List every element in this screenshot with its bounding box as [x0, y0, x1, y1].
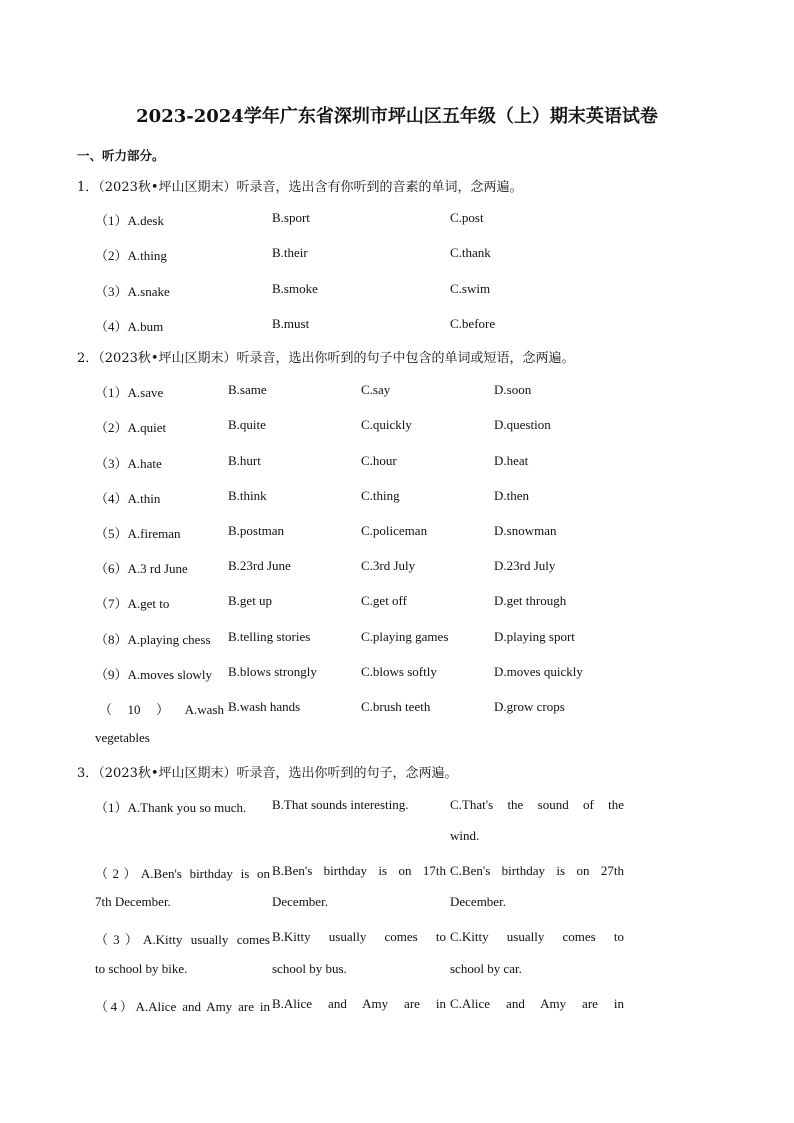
q1-2-b: B.their [272, 245, 308, 260]
q2-1-a: （1）A.save [95, 385, 164, 400]
q2-4-b: B.think [228, 488, 267, 503]
q2-3-a: （3）A.hate [95, 456, 162, 471]
q3-2-c: C.Ben's birthday is on 27th [450, 863, 624, 878]
q2-7-b: B.get up [228, 593, 273, 608]
question-2-stem: 2．（2023秋•坪山区期末）听录音，选出你听到的句子中包含的单词或短语，念两遍。 [77, 351, 575, 366]
q3-3-a-cont: to school by bike. [95, 961, 188, 976]
q3-2-b: B.Ben's birthday is on 17th [272, 863, 446, 878]
q2-5-d: D.snowman [494, 523, 557, 538]
q3-4-a: （4）A.Alice and Amy are in [95, 999, 270, 1014]
q3-2-c-cont: December. [450, 894, 506, 909]
q2-6-b: B.23rd June [228, 558, 291, 573]
q1-1-c: C.post [450, 210, 484, 225]
q2-4-a: （4）A.thin [95, 491, 161, 506]
q2-9-b: B.blows strongly [228, 664, 317, 679]
q2-4-d: D.then [494, 488, 530, 503]
q2-3-d: D.heat [494, 453, 529, 468]
question-3-stem: 3．（2023秋•坪山区期末）听录音，选出你听到的句子，念两遍。 [77, 766, 458, 781]
q1-2-c: C.thank [450, 245, 491, 260]
q1-1-b: B.sport [272, 210, 310, 225]
q2-6-a: （6）A.3 rd June [95, 561, 188, 576]
q1-4-b: B.must [272, 316, 310, 331]
q2-2-b: B.quite [228, 417, 266, 432]
q3-3-b: B.Kitty usually comes to [272, 929, 446, 944]
q2-2-d: D.question [494, 417, 551, 432]
q3-3-c-cont: school by car. [450, 961, 522, 976]
q3-2-a: （2）A.Ben's birthday is on [95, 866, 270, 881]
q1-2-a: （2）A.thing [95, 248, 167, 263]
q3-1-c-cont: wind. [450, 828, 480, 843]
q2-5-b: B.postman [228, 523, 284, 538]
q2-10-d: D.grow crops [494, 699, 565, 714]
q2-9-c: C.blows softly [361, 664, 437, 679]
q2-7-c: C.get off [361, 593, 407, 608]
q2-8-a: （8）A.playing chess [95, 632, 211, 647]
q3-4-c: C.Alice and Amy are in [450, 996, 624, 1011]
q1-3-a: （3）A.snake [95, 284, 170, 299]
q2-10-c: C.brush teeth [361, 699, 431, 714]
q1-4-c: C.before [450, 316, 496, 331]
q2-4-c: C.thing [361, 488, 400, 503]
question-1-stem: 1．（2023秋•坪山区期末）听录音，选出含有你听到的音素的单词，念两遍。 [77, 180, 523, 195]
q2-6-d: D.23rd July [494, 558, 556, 573]
q2-2-a: （2）A.quiet [95, 420, 167, 435]
q2-5-a: （5）A.fireman [95, 526, 181, 541]
q3-1-a: （1）A.Thank you so much. [95, 800, 247, 815]
q3-3-c: C.Kitty usually comes to [450, 929, 624, 944]
q3-4-b: B.Alice and Amy are in [272, 996, 446, 1011]
q2-10-a: （10）A.wash [99, 702, 224, 717]
q2-3-b: B.hurt [228, 453, 261, 468]
q2-10-a-cont: vegetables [95, 730, 150, 745]
q2-7-a: （7）A.get to [95, 596, 170, 611]
q2-8-b: B.telling stories [228, 629, 311, 644]
q3-1-b: B.That sounds interesting. [272, 797, 409, 812]
q3-3-b-cont: school by bus. [272, 961, 347, 976]
q3-1-c: C.That's the sound of the [450, 797, 624, 812]
q2-2-c: C.quickly [361, 417, 412, 432]
q1-3-c: C.swim [450, 281, 491, 296]
q2-10-b: B.wash hands [228, 699, 301, 714]
q1-3-b: B.smoke [272, 281, 318, 296]
q2-1-d: D.soon [494, 382, 532, 397]
q2-8-c: C.playing games [361, 629, 449, 644]
q3-2-b-cont: December. [272, 894, 328, 909]
q1-4-a: （4）A.bum [95, 319, 164, 334]
q2-3-c: C.hour [361, 453, 397, 468]
q1-1-a: （1）A.desk [95, 213, 164, 228]
q3-2-a-cont: 7th December. [95, 894, 171, 909]
q2-9-a: （9）A.moves slowly [95, 667, 213, 682]
q2-5-c: C.policeman [361, 523, 428, 538]
q2-6-c: C.3rd July [361, 558, 416, 573]
q2-7-d: D.get through [494, 593, 567, 608]
section-heading: 一、听力部分。 [77, 148, 165, 163]
q2-8-d: D.playing sport [494, 629, 575, 644]
q3-3-a: （3）A.Kitty usually comes [95, 932, 270, 947]
q2-1-b: B.same [228, 382, 267, 397]
q2-9-d: D.moves quickly [494, 664, 583, 679]
q2-1-c: C.say [361, 382, 391, 397]
page-title: 2023-2024学年广东省深圳市坪山区五年级（上）期末英语试卷 [136, 106, 658, 127]
